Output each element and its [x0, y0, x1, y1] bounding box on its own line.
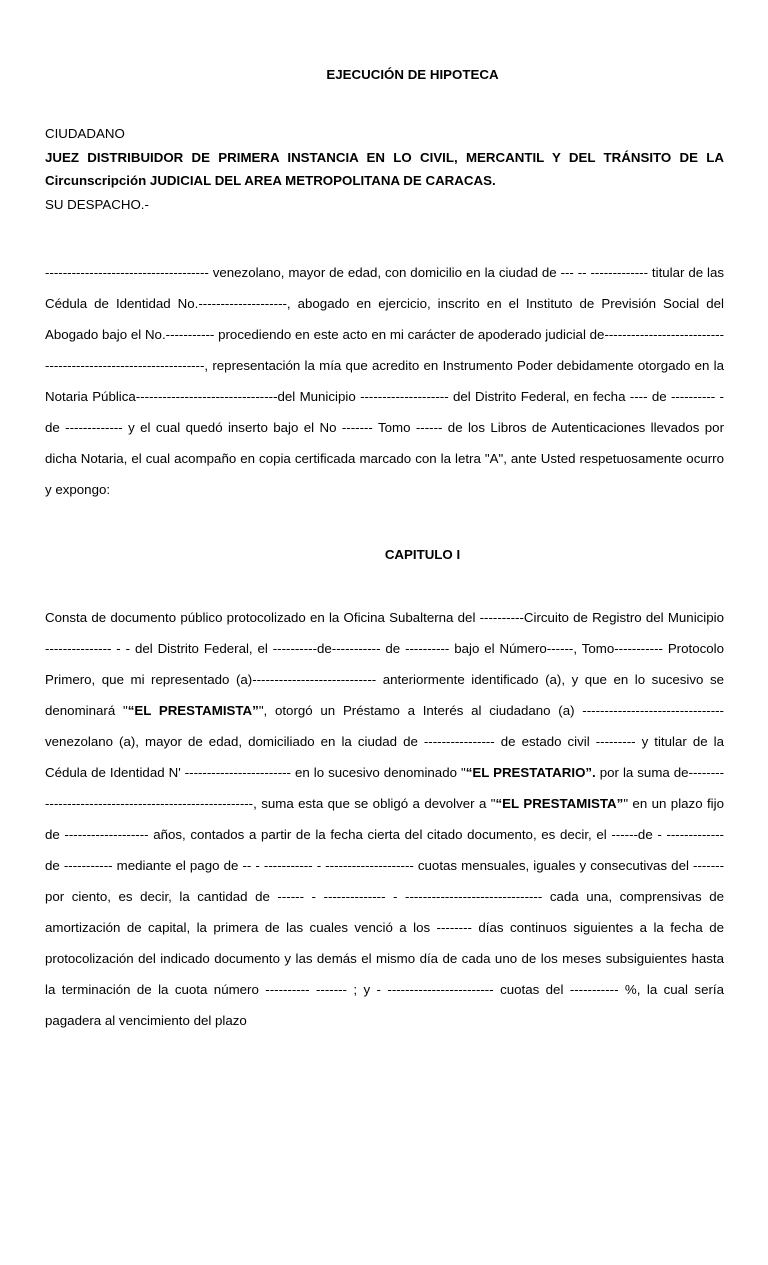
document-title: EJECUCIÓN DE HIPOTECA: [326, 67, 499, 82]
addressee-salutation: CIUDADANO: [45, 126, 125, 141]
chapter-text-part3: por la suma de-------------------------------------------------------, suma esta que se obligó a devolver a ": [45, 765, 724, 811]
chapter-text-part2: ", otorgó un Préstamo a Interés al ciudadano (a) -------------------------------- venezolano (a), mayor de edad, domiciliado en la ciudad de ---------------- de estado civil --------- y titular de la Cédula de Identidad N' ------------------------ en lo sucesivo denominado ": [45, 703, 724, 780]
chapter-text-part4: " en un plazo fijo de ------------------- años, contados a partir de la fecha cierta del citado documento, es decir, el ------de - ------------- de ----------- mediante el pago de -- - ----------- - -------------------- cuotas mensuales, iguales y consecutivas del ------- por ciento, es decir, la cantidad de ------ - -------------- - ------------------------------- cada una, comprensivas de amortización de capital, la primera de las cuales venció a los -------- días continuos siguientes a la fecha de protocolización del indicado documento y las demás el mismo día de cada uno de los meses subsiguientes hasta la terminación de la cuota número ---------- ------- ; y - ------------------------ cuotas del ----------- %, la cual sería pagadera al vencimiento del plazo: [45, 796, 724, 1028]
prestatario-term: “EL PRESTATARIO”.: [465, 765, 596, 780]
addressee-closing: SU DESPACHO.-: [45, 196, 149, 212]
chapter-paragraph: [45, 602, 724, 1036]
addressee-court: JUEZ DISTRIBUIDOR DE PRIMERA INSTANCIA EN LO CIVIL, MERCANTIL Y DEL TRÁNSITO DE LA Circunscripción JUDICIAL DEL AREA METROPOLITANA DE CARACAS.: [45, 149, 724, 188]
addressee-block: [45, 122, 724, 216]
prestamista-term-2: “EL PRESTAMISTA”: [495, 796, 624, 811]
chapter-heading: CAPITULO I: [384, 547, 461, 562]
prestamista-term: “EL PRESTAMISTA”: [127, 703, 259, 718]
chapter-text-part1: Consta de documento público protocolizado en la Oficina Subalterna del ----------Circuito de Registro del Municipio --------------- - - del Distrito Federal, el ----------de----------- de ---------- bajo el Número------, Tomo----------- Protocolo Primero, que mi representado (a)---------------------------- anteriormente identificado (a), y que en lo sucesivo se denominará ": [45, 610, 724, 718]
intro-paragraph: ------------------------------------- venezolano, mayor de edad, con domicilio en la ciudad de --- -- ------------- titular de las Cédula de Identidad No.--------------------, abogado en ejercicio, inscrito en el Instituto de Previsión Social del Abogado bajo el No.----------- procediendo en este acto en mi carácter de apoderado judicial de---------------------------------------------------------------, representación la mía que acredito en Instrumento Poder debidamente otorgado en la Notaria Pública--------------------------------del Municipio -------------------- del Distrito Federal, en fecha ---- de ---------- -de ------------- y el cual quedó inserto bajo el No ------- Tomo ------ de los Libros de Autenticaciones llevados por dicha Notaria, el cual acompaño en copia certificada marcado con la letra "A", ante Usted respetuosamente ocurro y expongo:: [45, 265, 724, 497]
